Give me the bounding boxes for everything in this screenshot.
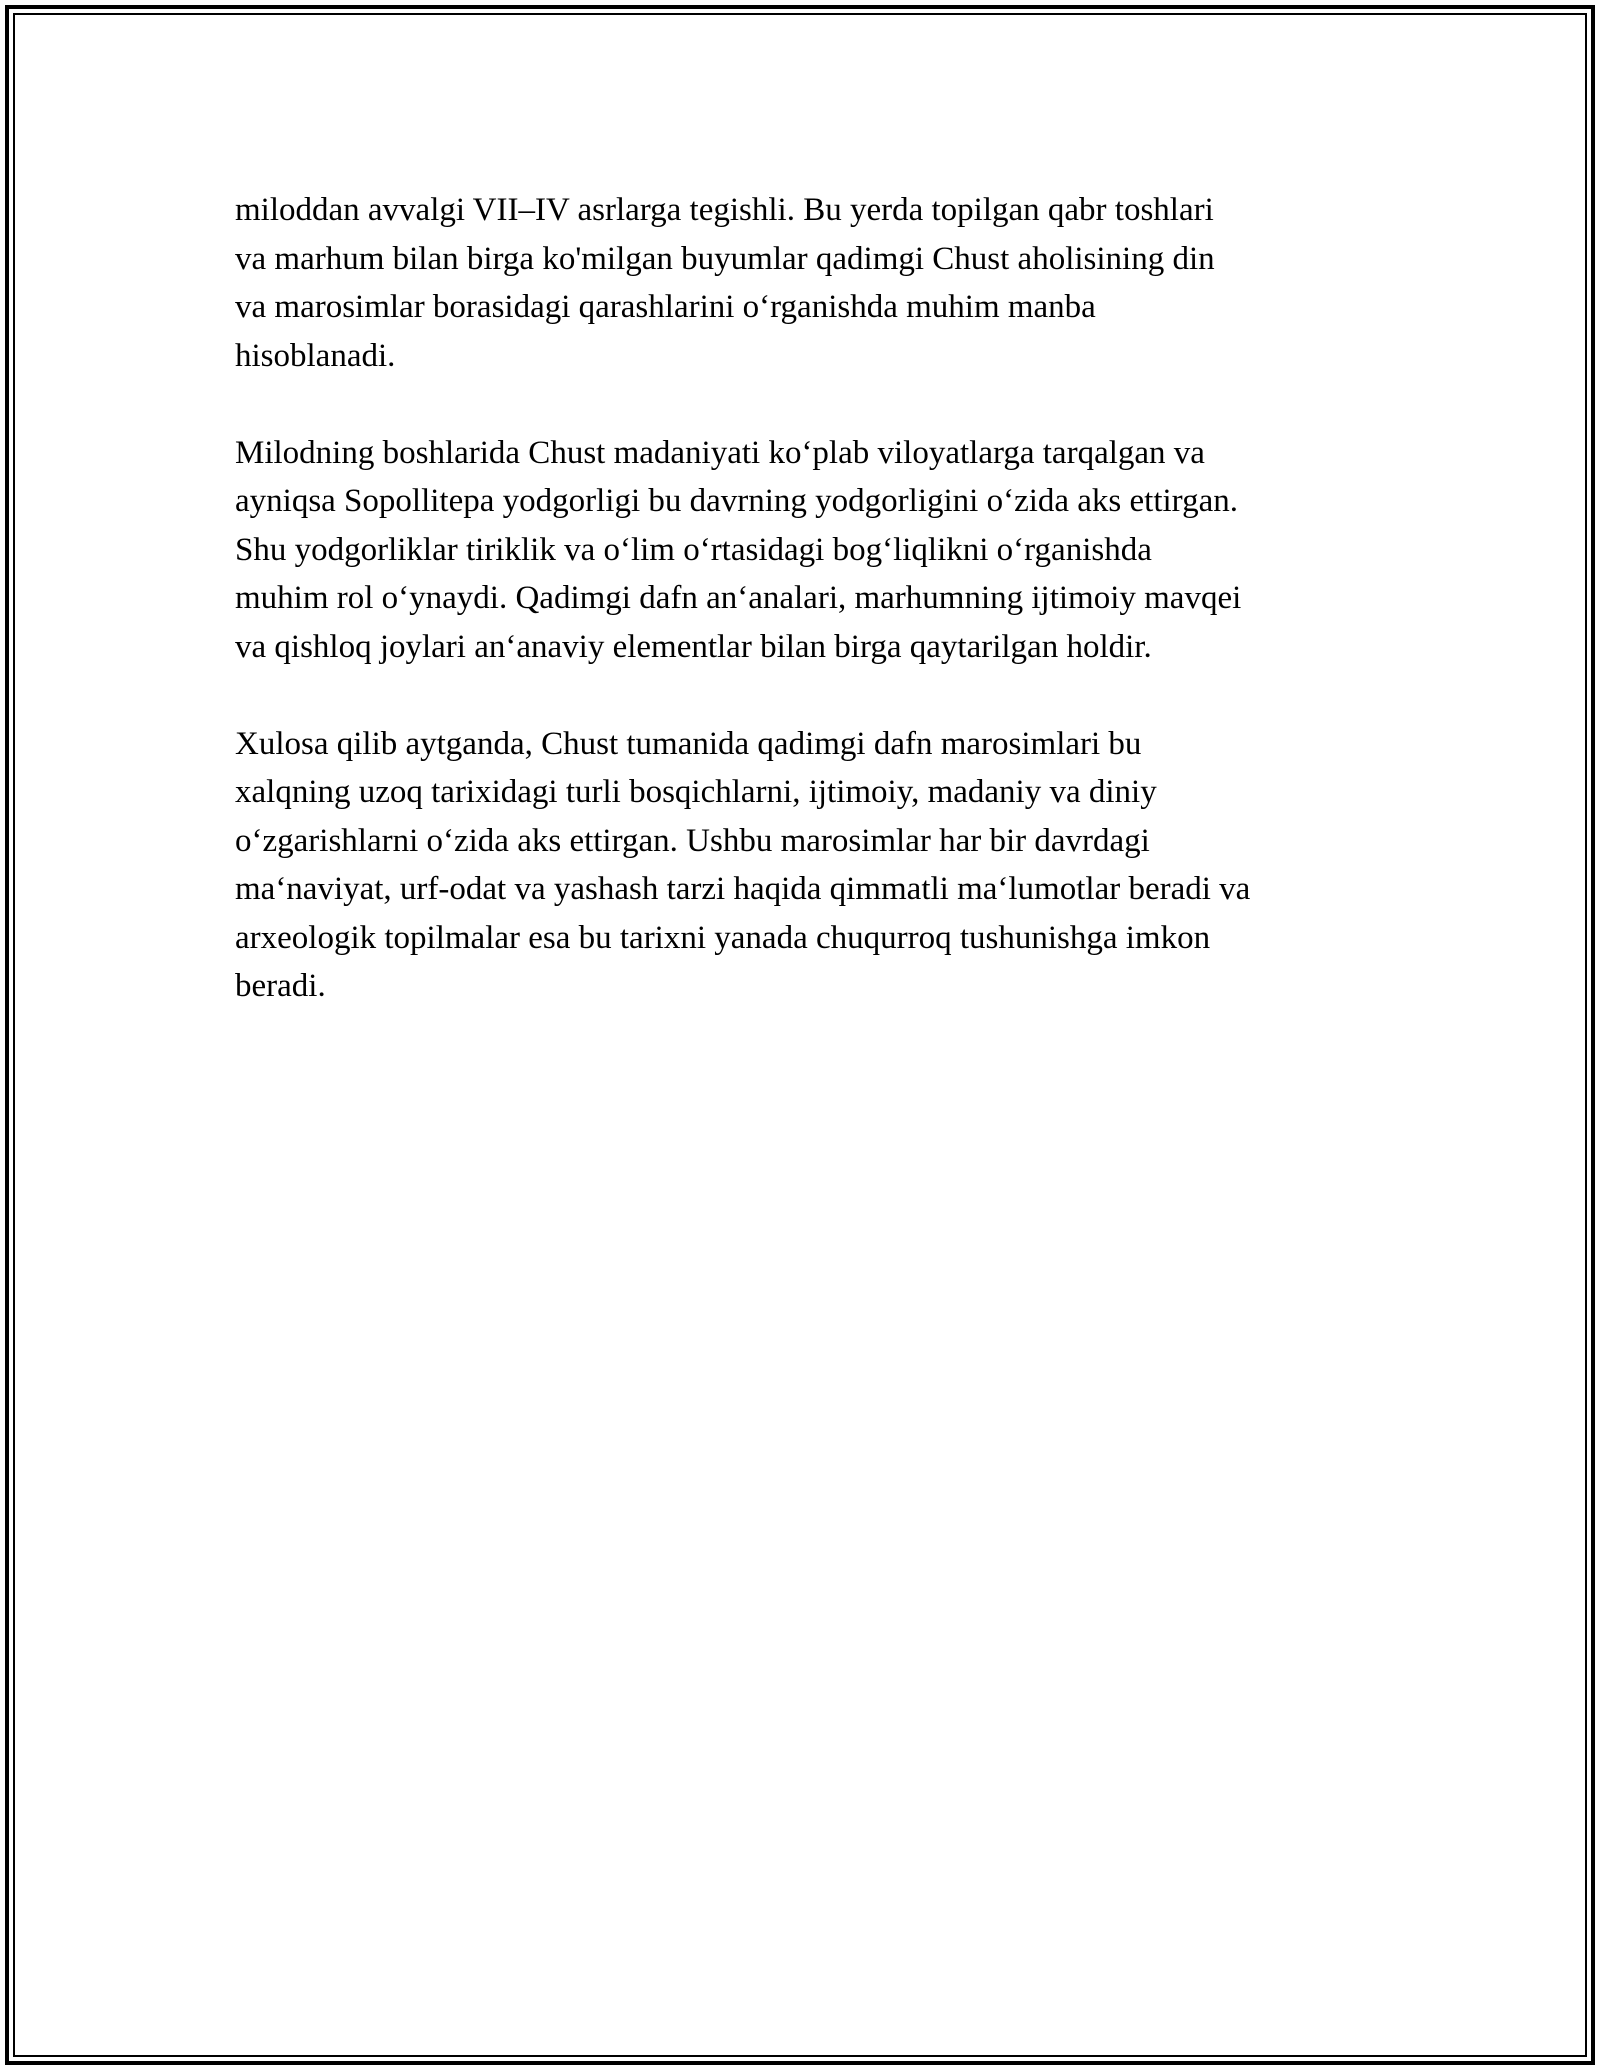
paragraph-3 (235, 720, 1385, 1011)
text-line: va marhum bilan birga ko'milgan buyumlar qadimgi Chust aholisining din (235, 240, 1215, 277)
text-line: xalqning uzoq tarixidagi turli bosqichlarni, ijtimoiy, madaniy va diniy (235, 774, 1157, 810)
document-body (235, 186, 1385, 1059)
text-line: muhim rol oʻynaydi. Qadimgi dafn anʻanalari, marhumning ijtimoiy mavqei (235, 580, 1242, 616)
text-line: hisoblanadi. (235, 337, 396, 374)
text-line: va marosimlar borasidagi qarashlarini oʻrganishda muhim manba (235, 289, 1096, 325)
paragraph-1 (235, 186, 1385, 380)
text-line: va qishloq joylari anʻanaviy elementlar bilan birga qaytarilgan holdir. (235, 628, 1152, 665)
text-line: arxeologik topilmalar esa bu tarixni yanada chuqurroq tushunishga imkon (235, 919, 1211, 956)
text-line: Xulosa qilib aytganda, Chust tumanida qadimgi dafn marosimlari bu (235, 725, 1142, 762)
text-line: miloddan avvalgi VII–IV asrlarga tegishli. Bu yerda topilgan qabr toshlari (235, 192, 1214, 228)
text-line: ayniqsa Sopollitepa yodgorligi bu davrning yodgorligini oʻzida aks ettirgan. (235, 483, 1238, 519)
text-line: oʻzgarishlarni oʻzida aks ettirgan. Ushbu marosimlar har bir davrdagi (235, 822, 1150, 859)
text-line: beradi. (235, 968, 326, 1004)
paragraph-2 (235, 429, 1385, 672)
text-line: maʻnaviyat, urf-odat va yashash tarzi haqida qimmatli maʻlumotlar beradi va (235, 871, 1251, 907)
text-line: Shu yodgorliklar tiriklik va oʻlim oʻrtasidagi bogʻliqlikni oʻrganishda (235, 531, 1152, 568)
text-line: Milodning boshlarida Chust madaniyati koʻplab viloyatlarga tarqalgan va (235, 434, 1205, 471)
